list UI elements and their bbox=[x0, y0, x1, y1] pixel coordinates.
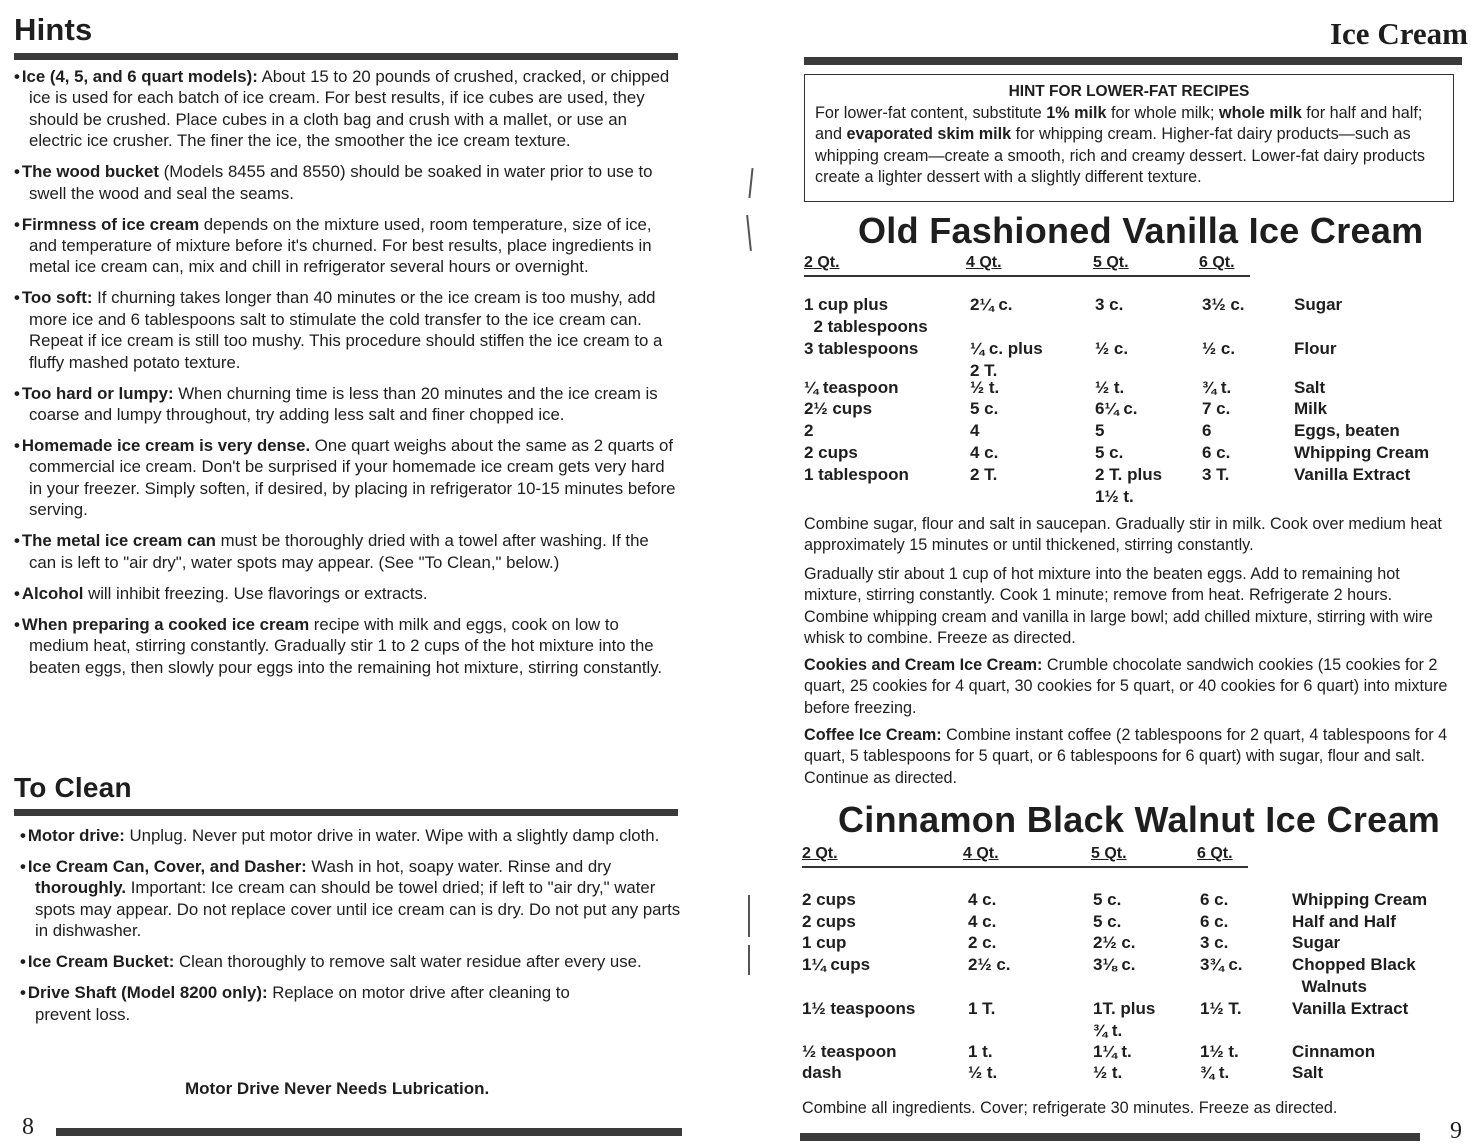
hint-item-too-soft: • Too soft: If churning takes longer than 40 minutes or the ice cream is too mushy, add more ice and 6 tablespoons salt to stimulate the cold transfer to the ice cream can. Repeat if ice cream is still too mushy. This procedure should stiffen the ice cream to a fluffy mashed potato texture. bbox=[14, 288, 663, 372]
footer-rule-left bbox=[56, 1128, 682, 1136]
binder-mark bbox=[746, 215, 752, 251]
column-header: 5 Qt. bbox=[1091, 845, 1127, 862]
column-header: 4 Qt. bbox=[963, 845, 999, 862]
lubrication-note: Motor Drive Never Needs Lubrication. bbox=[185, 1079, 490, 1098]
clean-item-can-cover-dasher: • Ice Cream Can, Cover, and Dasher: Wash in hot, soapy water. Rinse and dry thoroughly. Important: Ice cream can should be towel dried; if left to "air dry," water spots may appear. Do not replace cover until ice cream can is dry. Do not put any parts in dishwasher. bbox=[20, 857, 681, 941]
hint-box-text: For lower-fat content, substitute 1% milk for whole milk; whole milk for half and half; and evaporated skim milk for whipping cream. Higher-fat dairy products—such as whipping cream—create a smooth, rich and creamy dessert. Lower-fat dairy products create a lighter dessert with a slightly different texture. bbox=[815, 103, 1425, 187]
column-header: 4 Qt. bbox=[966, 254, 1002, 271]
clean-item-bucket: • Ice Cream Bucket: Clean thoroughly to remove salt water residue after every use. bbox=[20, 952, 642, 972]
recipe-directions: Combine all ingredients. Cover; refrigerate 30 minutes. Freeze as directed. bbox=[802, 1099, 1338, 1117]
right-page: Ice Cream HINT FOR LOWER-FAT RECIPES For lower-fat content, substitute 1% milk for whole milk; whole milk for half and half; and evaporated skim milk for whipping cream. Higher-fat dairy products—such as whipping cream—create a smooth, rich and creamy dessert. Lower-fat dairy products create a lighter dessert with a slightly different texture. Old Fashioned Vanilla Ice Cream 2 Qt. 4 Qt. 5 Qt. 6 Qt. 1 cup plus 2 tablespoons 2¼ c. 3 c. 3½ c. Sugar 3 tablespoons ¼ c. plus 2 T. ½ c. ½ c. Flour ¼ teaspoon ½ t. ½ t. ¾ t. Salt 2½ cups 5 c. 6¼ c. 7 c. Milk 2 4 5 6 Eggs, beaten 2 cups 4 c. 5 c. 6 c. Whipping Cream 1 tablespoon 2 T. 2 T. plus 1½ t. 3 T. Vanilla Extract Combine sugar, flour and salt in saucepan. Gradually stir in milk. Cook over medium heat approximately 15 minutes or until thickened, stirring constantly. Gradually stir about 1 cup of hot mixture into the beaten eggs. Add to remaining hot mixture, stirring constantly. Cook 1 minute; remove from heat. Refrigerate 2 hours. Combine whipping cream and vanilla in large bowl; add chilled mixture, stirring with wire whisk to combine. Freeze as directed. Cookies and Cream Ice Cream: Crumble chocolate sandwich cookies (15 cookies for 2 quart, 25 cookies for 4 quart, 30 cookies for 5 quart, or 40 cookies for 6 quart) into mixture before freezing. Coffee Ice Cream: Combine instant coffee (2 tablespoons for 2 quart, 4 tablespoons for 4 quart, 5 tablespoons for 5 quart, or 6 tablespoons for 6 quart) with sugar, flour and salt. Continue as directed. Cinnamon Black Walnut Ice Cream 2 Qt. 4 Qt. 5 Qt. 6 Qt. 2 cups 4 c. 5 c. 6 c. Whipping Cream 2 cups 4 c. 5 c. 6 c. Half and Half 1 cup 2 c. 2½ c. 3 c. Sugar 1¼ cups 2½ c. 3⅛ c. 3¾ c. Chopped Black Walnuts 1½ teaspoons 1 T. 1T. plus ¾ t. 1½ T. Vanilla Extract ½ teaspoon 1 t. 1¼ t. 1½ t. Cinnamon dash ½ t. ½ t. ¾ t. Salt Combine all ingredients. Cover; refrigerate 30 minutes. Freeze as directed. 9 bbox=[802, 16, 1468, 1144]
hint-item-metal-can: • The metal ice cream can must be thoroughly dried with a towel after washing. If the can is left to "air dry", water spots may appear. (See "To Clean," below.) bbox=[14, 531, 649, 572]
hints-heading: Hints bbox=[14, 12, 93, 47]
variation-coffee: Coffee Ice Cream: Combine instant coffee (2 tablespoons for 2 quart, 4 tablespoons for 4 quart, 5 tablespoons for 5 quart, or 6 tablespoons for 6 quart) with sugar, flour and salt. Continue as directed. bbox=[804, 726, 1448, 787]
page-number-left: 8 bbox=[22, 1114, 34, 1140]
binder-mark bbox=[748, 895, 750, 937]
left-page bbox=[0, 0, 700, 1147]
recipe-title-cinnamon-walnut: Cinnamon Black Walnut Ice Cream bbox=[838, 799, 1441, 840]
clean-list bbox=[20, 825, 682, 1035]
column-header: 5 Qt. bbox=[1093, 254, 1129, 271]
hint-item-wood-bucket: • The wood bucket (Models 8455 and 8550) should be soaked in water prior to use to swell the wood and seal the seams. bbox=[14, 162, 653, 203]
hint-item-dense: • Homemade ice cream is very dense. One quart weighs about the same as 2 quarts of commercial ice cream. Don't be surprised if your homemade ice cream gets very hard in your freezer. Simply soften, if desired, by placing in refrigerator 10-15 minutes before serving. bbox=[14, 436, 676, 520]
section-rule bbox=[804, 57, 1462, 65]
hints-list bbox=[14, 66, 680, 688]
footer-rule-right bbox=[800, 1133, 1420, 1141]
hint-item-alcohol: • Alcohol will inhibit freezing. Use flavorings or extracts. bbox=[14, 583, 428, 603]
section-heading: Ice Cream bbox=[1329, 16, 1468, 51]
clean-item-motor-drive: • Motor drive: Unplug. Never put motor drive in water. Wipe with a slightly damp cloth. bbox=[20, 826, 660, 845]
column-header: 6 Qt. bbox=[1197, 845, 1233, 862]
recipe-title-vanilla: Old Fashioned Vanilla Ice Cream bbox=[858, 210, 1424, 251]
clean-item-drive-shaft: • Drive Shaft (Model 8200 only): Replace on motor drive after cleaning to prevent loss. bbox=[20, 983, 570, 1024]
clean-rule bbox=[14, 809, 678, 816]
lower-fat-hint-box bbox=[804, 74, 1454, 202]
clean-heading: To Clean bbox=[14, 772, 132, 803]
column-header-rule bbox=[804, 275, 1250, 277]
recipe-directions: Combine sugar, flour and salt in saucepan. Gradually stir in milk. Cook over medium heat approximately 15 minutes or until thickened, stirring constantly. bbox=[804, 515, 1442, 555]
hint-box-title: HINT FOR LOWER-FAT RECIPES bbox=[1008, 83, 1250, 100]
column-header: 2 Qt. bbox=[804, 254, 840, 271]
hint-item-cooked: • When preparing a cooked ice cream recipe with milk and eggs, cook on low to medium heat, stirring constantly. Gradually stir 1 to 2 cups of the hot mixture into the beaten eggs, then slowly pour eggs into the remaining hot mixture, stirring constantly. bbox=[14, 614, 663, 677]
hint-item-too-hard: • Too hard or lumpy: When churning time is less than 20 minutes and the ice cream is coarse and lumpy throughout, try adding less salt and finer chopped ice. bbox=[14, 383, 658, 425]
hints-rule bbox=[14, 53, 678, 60]
hint-item-ice: • Ice (4, 5, and 6 quart models): About 15 to 20 pounds of crushed, cracked, or chipped ice is used for each batch of ice cream. For best results, if ice cubes are used, they should be crushed. Place cubes in a cloth bag and crush with a mallet, or use an electric ice crusher. The finer the ice, the smoother the ice cream texture. bbox=[14, 67, 670, 151]
binder-mark bbox=[748, 168, 753, 198]
hint-item-firmness: • Firmness of ice cream depends on the mixture used, room temperature, size of ice, and temperature of mixture before it's churned. For best results, place ingredients in metal ice cream can, mix and chill in refrigerator several hours or overnight. bbox=[14, 214, 652, 277]
variation-cookies-and-cream: Cookies and Cream Ice Cream: Crumble chocolate sandwich cookies (15 cookies for 2 quart, 25 cookies for 4 quart, 30 cookies for 5 quart, or 40 cookies for 6 quart) into mixture before freezing. bbox=[804, 656, 1448, 717]
binder-mark bbox=[748, 945, 750, 975]
column-header: 2 Qt. bbox=[802, 845, 838, 862]
column-header-rule bbox=[802, 866, 1248, 868]
page-number-right: 9 bbox=[1450, 1118, 1462, 1144]
column-header: 6 Qt. bbox=[1199, 254, 1235, 271]
recipe-directions: Gradually stir about 1 cup of hot mixture into the beaten eggs. Add to remaining hot mixture, stirring constantly. Cook 1 minute; remove from heat. Refrigerate 2 hours. Combine whipping cream and vanilla in large bowl; add chilled mixture, stirring with wire whisk to combine. Freeze as directed. bbox=[804, 565, 1433, 648]
